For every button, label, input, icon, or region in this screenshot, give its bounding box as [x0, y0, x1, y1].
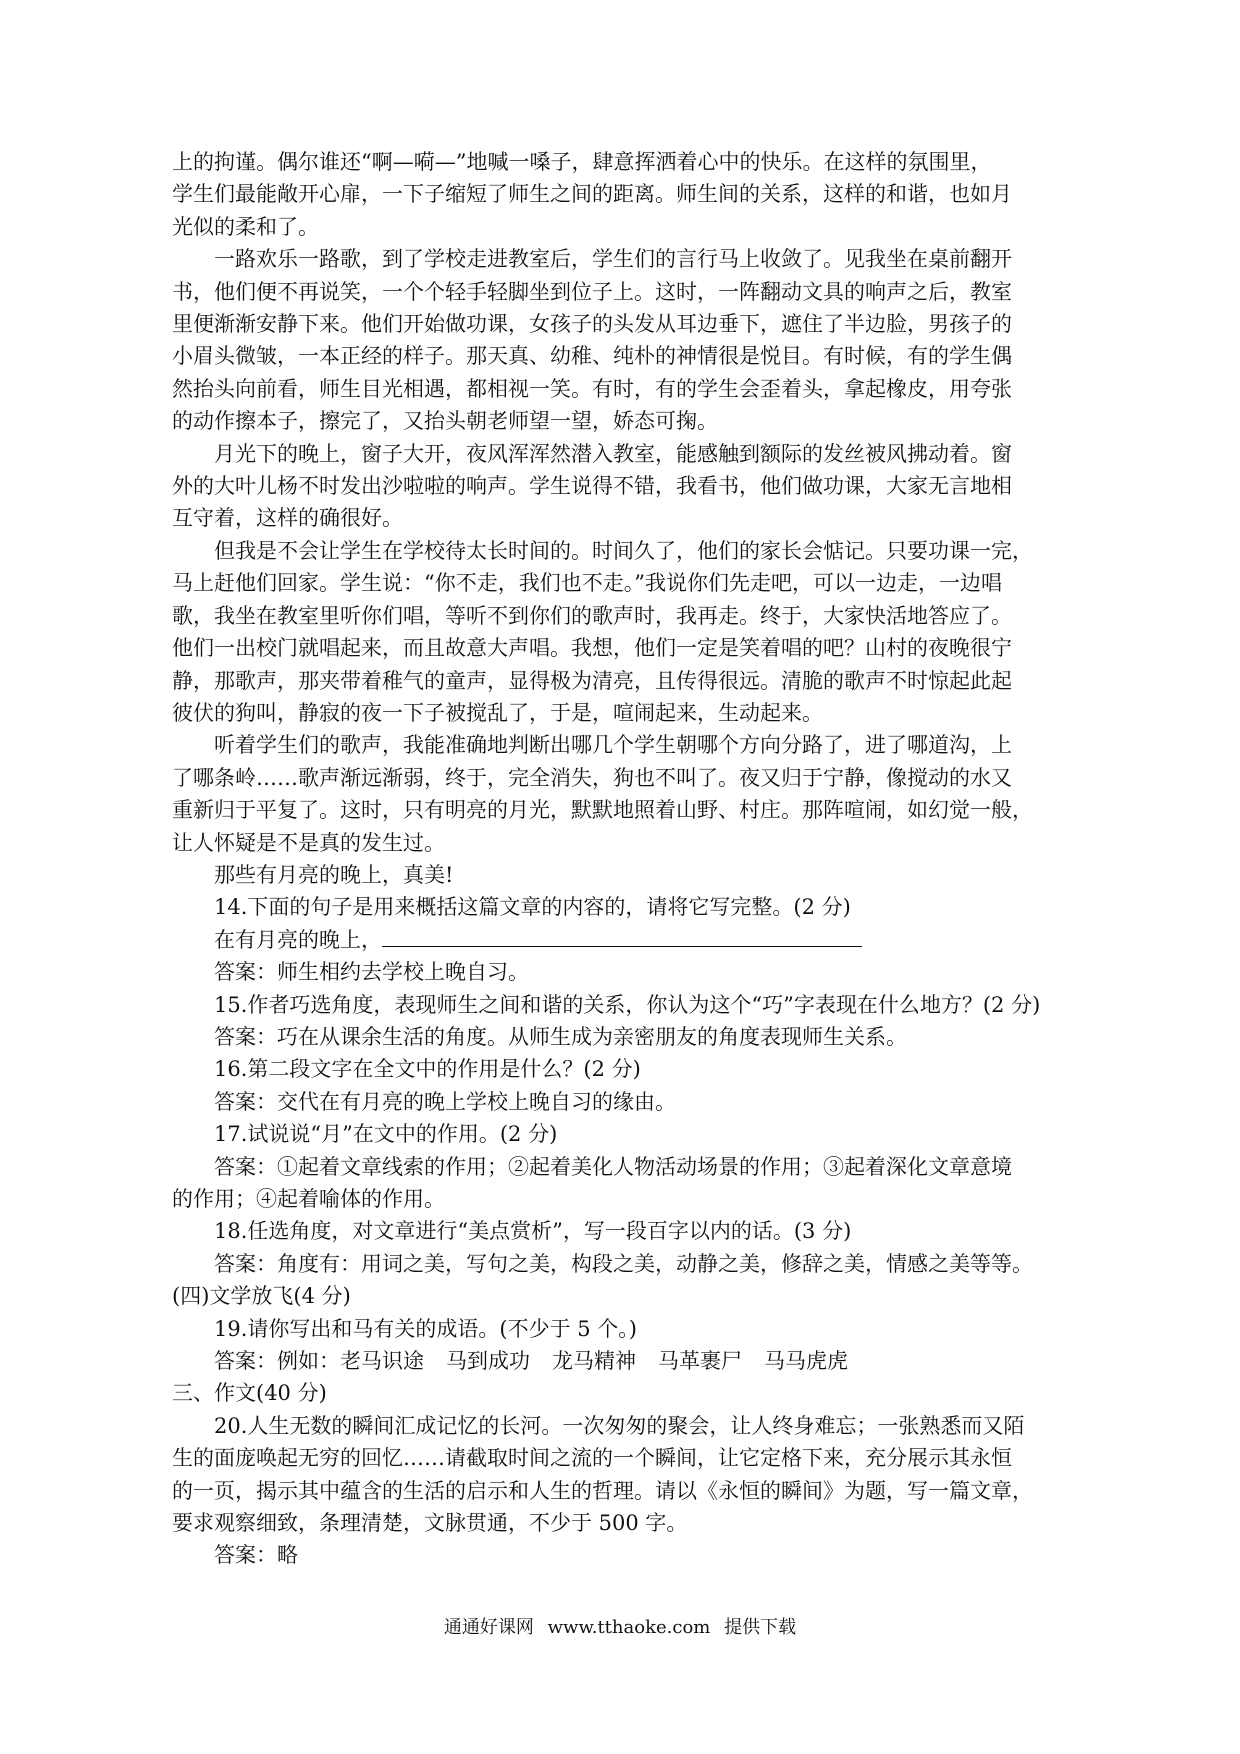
text-line: 外的大叶儿杨不时发出沙啦啦的响声。学生说得不错，我看书，他们做功课，大家无言地相 [172, 474, 1012, 499]
footer-note: 提供下载 [724, 1617, 797, 1638]
answer-17: 答案：①起着文章线索的作用；②起着美化人物活动场景的作用；③起着深化文章意境 [214, 1154, 1012, 1179]
question-19: 19.请你写出和马有关的成语。(不少于 5 个。) [214, 1316, 637, 1341]
paragraph-5 [172, 729, 1052, 859]
text-line: 歌，我坐在教室里听你们唱，等听不到你们的歌声时，我再走。终于，大家快活地答应了。 [172, 603, 1012, 628]
text-line: 书，他们便不再说笑，一个个轻手轻脚坐到位子上。这时，一阵翻动文具的响声之后，教室 [172, 279, 1012, 304]
footer-site-name: 通通好课网 [443, 1617, 534, 1638]
text-line: 了哪条岭……歌声渐远渐弱，终于，完全消失，狗也不叫了。夜又归于宁静，像搅动的水又 [172, 765, 1012, 790]
text-line: 一路欢乐一路歌，到了学校走进教室后，学生们的言行马上收敛了。见我坐在桌前翻开 [214, 247, 1012, 272]
paragraph-3 [172, 438, 1052, 535]
question-18: 18.任选角度，对文章进行“美点赏析”，写一段百字以内的话。(3 分) [214, 1219, 852, 1244]
idiom-item: 马马虎虎 [764, 1349, 848, 1374]
idiom-item: 老马识途 [340, 1349, 424, 1374]
section-heading-4: (四)文学放飞(4 分) [172, 1284, 351, 1309]
paragraph-1 [172, 146, 1052, 243]
idiom-item: 马到成功 [446, 1349, 530, 1374]
text-line: 的动作擦本子，擦完了，又抬头朝老师望一望，娇态可掬。 [172, 409, 718, 434]
question-20-cont: 生的面庞唤起无穷的回忆……请截取时间之流的一个瞬间，让它定格下来，充分展示其永恒 [172, 1446, 1012, 1471]
question-20-cont: 要求观察细致，条理清楚，文脉贯通，不少于 500 字。 [172, 1511, 688, 1536]
idiom-item: 龙马精神 [552, 1349, 636, 1374]
answer-19-prefix: 答案：例如： [214, 1349, 340, 1374]
text-line: 但我是不会让学生在学校待太长时间的。时间久了，他们的家长会惦记。只要功课一完， [214, 538, 1033, 563]
paragraph-6: 那些有月亮的晚上，真美! [214, 862, 454, 887]
answer-16: 答案：交代在有月亮的晚上学校上晚自习的缘由。 [214, 1089, 676, 1114]
text-line: 重新归于平复了。这时，只有明亮的月光，默默地照着山野、村庄。那阵喧闹，如幻觉一般， [172, 798, 1033, 823]
text-line: 静，那歌声，那夹带着稚气的童声，显得极为清亮，且传得很远。清脆的歌声不时惊起此起 [172, 668, 1012, 693]
text-line: 小眉头微皱，一本正经的样子。那天真、幼稚、纯朴的神情很是悦目。有时候，有的学生偶 [172, 344, 1012, 369]
text-line: 然抬头向前看，师生目光相遇，都相视一笑。有时，有的学生会歪着头，拿起橡皮，用夸张 [172, 376, 1012, 401]
text-line: 里便渐渐安静下来。他们开始做功课，女孩子的头发从耳边垂下，遮住了半边脸，男孩子的 [172, 312, 1012, 337]
question-14-prompt: 在有月亮的晚上， [214, 927, 382, 952]
answer-blank[interactable] [382, 928, 862, 947]
document-body [172, 146, 1052, 1572]
text-line: 光似的柔和了。 [172, 214, 319, 239]
answer-15: 答案：巧在从课余生活的角度。从师生成为亲密朋友的角度表现师生关系。 [214, 1024, 907, 1049]
text-line: 月光下的晚上，窗子大开，夜风浑浑然潜入教室，能感触到额际的发丝被风拂动着。窗 [214, 441, 1012, 466]
text-line: 学生们最能敞开心扉，一下子缩短了师生之间的距离。师生间的关系，这样的和谐，也如月 [172, 182, 1012, 207]
question-20-cont: 的一页，揭示其中蕴含的生活的启示和人生的哲理。请以《永恒的瞬间》为题，写一篇文章， [172, 1478, 1033, 1503]
answer-14: 答案：师生相约去学校上晚自习。 [214, 960, 529, 985]
paragraph-2 [172, 243, 1052, 437]
text-line: 听着学生们的歌声，我能准确地判断出哪几个学生朝哪个方向分路了，进了哪道沟，上 [214, 733, 1012, 758]
text-line: 马上赶他们回家。学生说：“你不走，我们也不走。”我说你们先走吧，可以一边走，一边唱 [172, 571, 1002, 596]
text-line: 上的拘谨。偶尔谁还“啊—嗬—”地喊一嗓子，肆意挥洒着心中的快乐。在这样的氛围里， [172, 150, 992, 174]
question-14-fill-line [172, 924, 1052, 956]
question-20: 20.人生无数的瞬间汇成记忆的长河。一次匆匆的聚会，让人终身难忘；一张熟悉而又陌 [214, 1413, 1025, 1438]
answer-19 [172, 1345, 1052, 1377]
idiom-item: 马革裹尸 [658, 1349, 742, 1374]
section-heading-3: 三、作文(40 分) [172, 1381, 327, 1406]
paragraph-4 [172, 535, 1052, 729]
text-line: 彼伏的狗叫，静寂的夜一下子被搅乱了，于是，喧闹起来，生动起来。 [172, 700, 823, 725]
answer-17-cont: 的作用；④起着喻体的作用。 [172, 1187, 445, 1211]
footer-url-link[interactable]: www.tthaoke.com [547, 1617, 711, 1638]
text-line: 让人怀疑是不是真的发生过。 [172, 830, 445, 855]
question-16: 16.第二段文字在全文中的作用是什么？(2 分) [214, 1057, 641, 1082]
answer-18: 答案：角度有：用词之美，写句之美，构段之美，动静之美，修辞之美，情感之美等等。 [214, 1251, 1033, 1276]
text-line: 互守着，这样的确很好。 [172, 506, 403, 531]
text-line: 他们一出校门就唱起来，而且故意大声唱。我想，他们一定是笑着唱的吧？山村的夜晚很宁 [172, 636, 1012, 661]
question-17: 17.试说说“月”在文中的作用。(2 分) [214, 1122, 558, 1147]
answer-20: 答案：略 [214, 1543, 298, 1568]
question-15: 15.作者巧选角度，表现师生之间和谐的关系，你认为这个“巧”字表现在什么地方？(2 分) [214, 992, 1041, 1017]
question-14: 14.下面的句子是用来概括这篇文章的内容的，请将它写完整。(2 分) [214, 895, 851, 920]
page-footer [0, 1613, 1240, 1639]
